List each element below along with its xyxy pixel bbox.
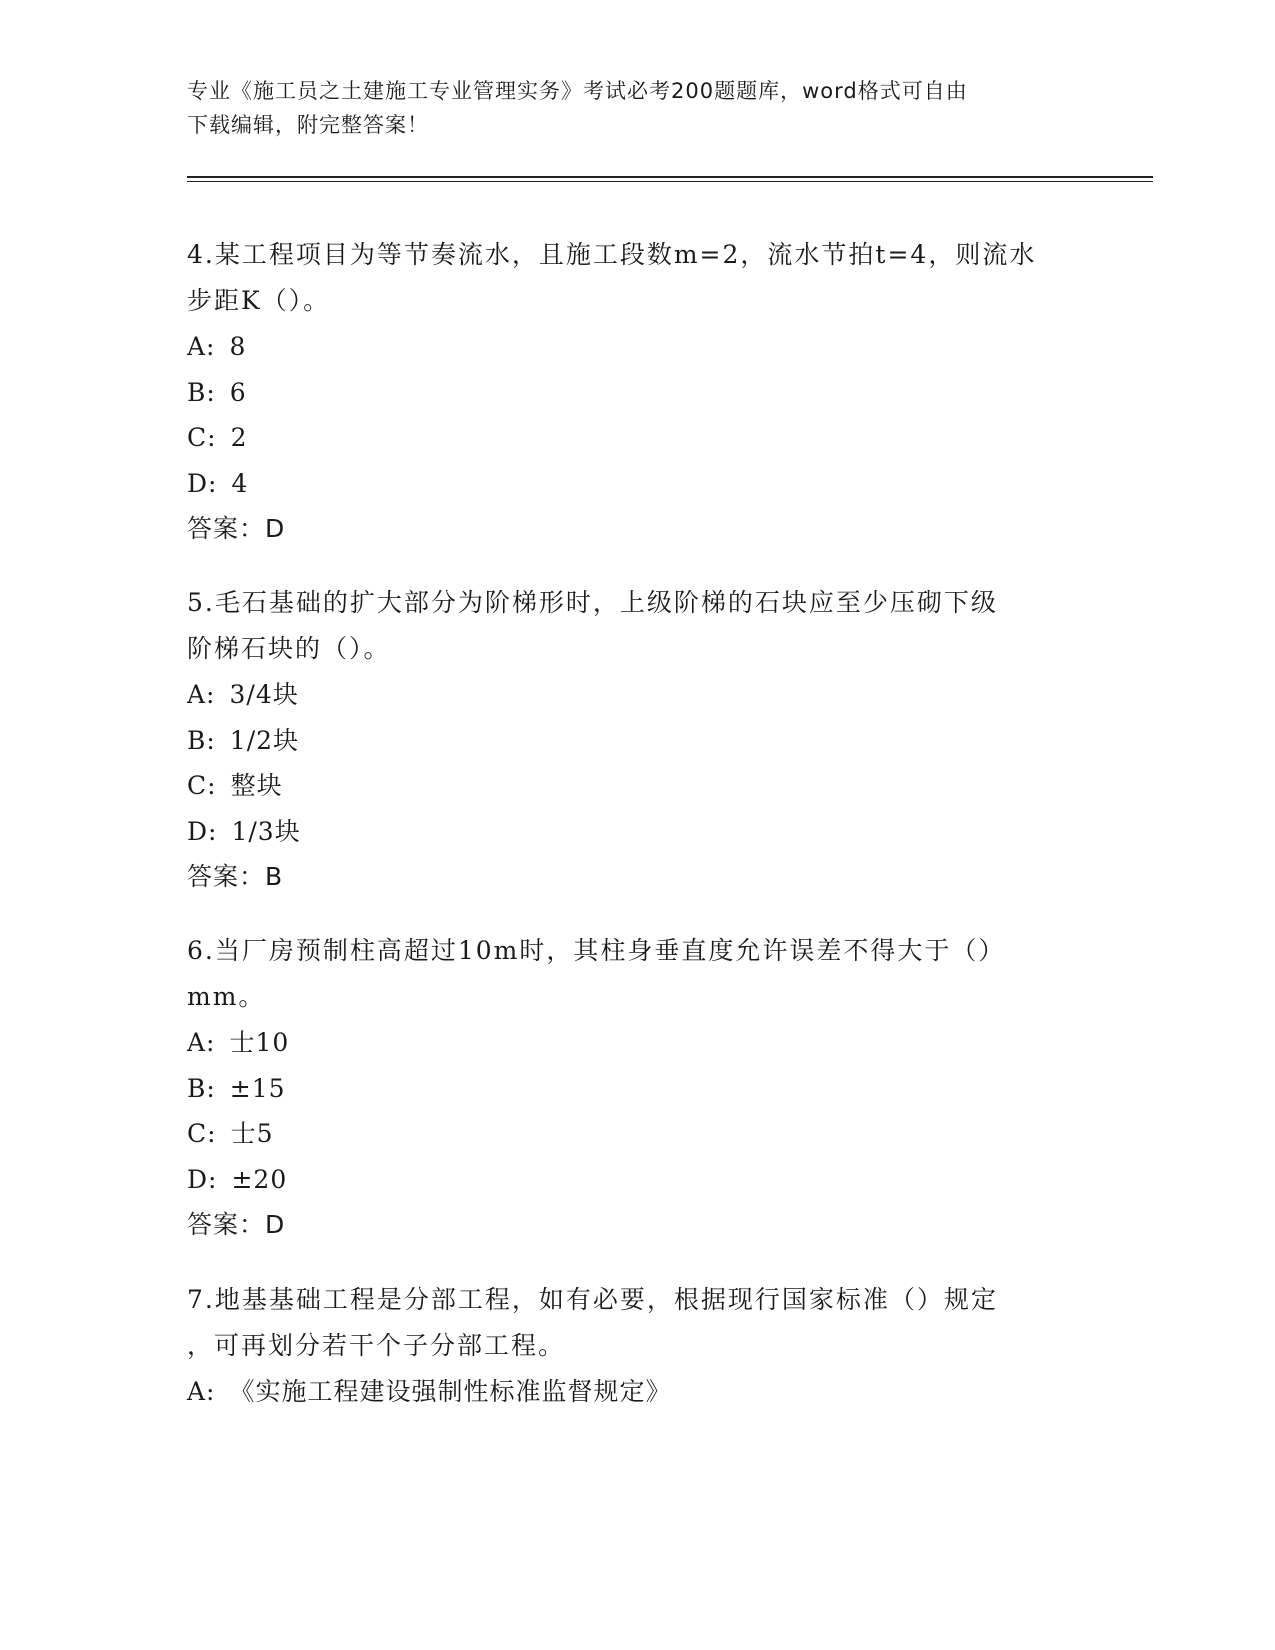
question-6 [187,928,1067,1247]
option-text: 8 [229,332,247,361]
header-line-1: 专业《施工员之土建施工专业管理实务》考试必考200题题库，word格式可自由 [187,79,968,103]
answer-line: 答案：D [187,1210,286,1239]
question-4 [187,232,1067,551]
option-letter: C: [187,1119,217,1148]
option-letter: B: [187,1073,216,1103]
option-text: 《实施工程建设强制性标准监督规定》 [229,1377,672,1406]
option-c [187,763,1067,809]
header-divider-thin [187,181,1153,182]
question-stem-line: 5.毛石基础的扩大部分为阶梯形时，上级阶梯的石块应至少压砌下级 [187,588,998,617]
question-stem [187,580,1067,672]
answer-line: 答案：B [187,862,284,891]
option-text: 1/3块 [231,816,301,846]
header-line-2: 下载编辑，附完整答案！ [187,113,429,137]
option-b [187,1066,1067,1112]
option-a [187,672,1067,718]
option-c [187,415,1067,461]
option-text: 士10 [229,1028,290,1057]
option-text: 士5 [230,1119,274,1148]
option-a [187,324,1067,370]
question-stem [187,232,1067,324]
option-b [187,370,1067,416]
option-text: 2 [230,423,248,452]
document-header [187,74,1087,142]
question-stem-line: 6.当厂房预制柱高超过10m时，其柱身垂直度允许误差不得大于（） [187,936,1006,965]
option-d [187,461,1067,507]
option-letter: C: [187,771,217,800]
option-letter: A: [187,332,216,361]
question-stem [187,1277,1067,1369]
option-letter: A: [187,680,216,709]
option-letter: C: [187,423,217,452]
option-d [187,809,1067,855]
question-stem-line: 步距K（）。 [187,286,331,315]
option-letter: D: [187,468,218,498]
question-stem-line: ，可再划分若干个子分部工程。 [187,1331,566,1360]
question-5 [187,580,1067,899]
option-letter: B: [187,377,216,407]
answer-line: 答案：D [187,514,286,543]
question-stem [187,928,1067,1020]
option-text: ±15 [229,1073,286,1103]
option-d [187,1157,1067,1203]
option-c [187,1111,1067,1157]
option-text: 4 [231,468,249,498]
option-a [187,1020,1067,1066]
option-letter: D: [187,816,218,846]
option-letter: A: [187,1377,216,1406]
header-divider-thick [187,176,1153,178]
option-b [187,718,1067,764]
question-stem-line: mm。 [187,982,266,1011]
question-stem-line: 4.某工程项目为等节奏流水，且施工段数m=2，流水节拍t=4，则流水 [187,240,1037,269]
option-text: 3/4块 [229,680,299,709]
option-text: ±20 [231,1164,288,1194]
question-7 [187,1277,1067,1415]
option-text: 整块 [230,771,283,800]
option-letter: D: [187,1164,218,1194]
option-letter: B: [187,725,216,755]
option-text: 6 [229,377,247,407]
option-letter: A: [187,1028,216,1057]
question-stem-line: 阶梯石块的（）。 [187,634,391,663]
option-text: 1/2块 [229,725,300,755]
question-stem-line: 7.地基基础工程是分部工程，如有必要，根据现行国家标准（）规定 [187,1285,998,1314]
option-a [187,1369,1067,1415]
